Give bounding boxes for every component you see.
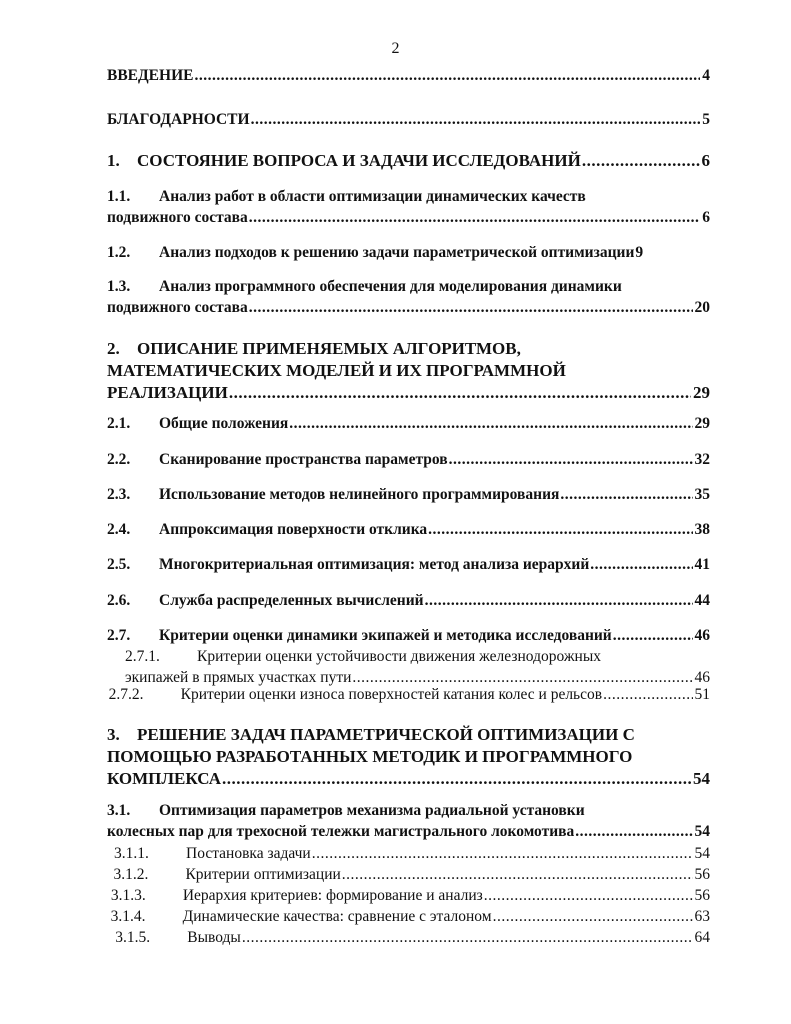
- toc-entry-acknowledgements[interactable]: [107, 109, 710, 130]
- toc-entry-title: Служба распределенных вычислений: [159, 592, 424, 609]
- toc-page-number: 5: [702, 111, 710, 128]
- toc-entry-number: 2.1.: [107, 415, 131, 432]
- toc-page-number: 38: [694, 521, 710, 538]
- dot-leader: [603, 684, 692, 705]
- toc-entry-number: 2.7.2.: [108, 686, 144, 703]
- toc-entry-title: Аппроксимация поверхности отклика: [159, 521, 428, 538]
- toc-entry-number: 2.6.: [107, 592, 131, 609]
- toc-entry-title-line: Оптимизация параметров механизма радиальной установки: [159, 802, 585, 819]
- toc-entry-section-3-1[interactable]: [107, 800, 710, 842]
- toc-entry-section-2[interactable]: [107, 338, 710, 404]
- toc-entry-number: 2.4.: [107, 521, 131, 538]
- toc-entry-number: 2.: [107, 339, 120, 358]
- toc-entry-title: КОМПЛЕКСА: [107, 769, 222, 788]
- toc-entry-section-3-1-5[interactable]: [107, 927, 710, 948]
- toc-page-number: 54: [694, 845, 710, 862]
- toc-entry-title: Использование методов нелинейного программирования: [159, 486, 560, 503]
- toc-entry-section-2-7-1[interactable]: [107, 646, 710, 688]
- toc-page-number: 44: [694, 592, 710, 609]
- toc-entry-number: 2.2.: [107, 451, 131, 468]
- toc-entry-number: 3.1.1.: [114, 845, 149, 862]
- dot-leader: [560, 484, 692, 505]
- toc-entry-title: экипажей в прямых участках пути: [125, 669, 352, 686]
- toc-page-number: 41: [694, 556, 710, 573]
- toc-entry-title: Многокритериальная оптимизация: метод анализа иерархий: [159, 556, 590, 573]
- toc-entry-title: Сканирование пространства параметров: [159, 451, 448, 468]
- toc-page-number: 63: [694, 908, 710, 925]
- toc-page-number: 46: [694, 669, 710, 686]
- dot-leader: [590, 554, 692, 575]
- dot-leader: [428, 519, 692, 540]
- toc-entry-title: подвижного состава: [107, 299, 248, 316]
- toc-entry-number: 1.1.: [107, 188, 131, 205]
- toc-entry-section-3-1-2[interactable]: [107, 864, 710, 885]
- toc-page-number: 35: [694, 486, 710, 503]
- toc-entry-title: Динамические качества: сравнение с эталоном: [182, 908, 492, 925]
- toc-entry-title: РЕАЛИЗАЦИИ: [107, 383, 228, 402]
- toc-entry-section-1-3[interactable]: [107, 276, 710, 318]
- toc-entry-section-1-2[interactable]: [107, 242, 710, 263]
- toc-page-number: 54: [693, 769, 710, 788]
- toc-entry-number: 2.7.: [107, 627, 131, 644]
- toc-entry-title: ВВЕДЕНИЕ: [107, 67, 194, 84]
- toc-page-number: 46: [694, 627, 710, 644]
- toc-entry-title-line: Анализ работ в области оптимизации динамических качеств: [159, 188, 586, 205]
- toc-page-number: 20: [694, 299, 710, 316]
- toc-entry-title-line: Критерии оценки устойчивости движения железнодорожных: [197, 648, 601, 665]
- toc-entry-title-line: Анализ программного обеспечения для моделирования динамики: [159, 278, 622, 295]
- toc-page-number: 32: [694, 451, 710, 468]
- toc-entry-title: Общие положения: [159, 415, 289, 432]
- toc-entry-section-2-4[interactable]: [107, 519, 710, 540]
- toc-page-number: 29: [694, 415, 710, 432]
- dot-leader: [425, 590, 693, 611]
- toc-entry-title: Критерии оценки износа поверхностей катания колес и рельсов: [180, 686, 603, 703]
- toc-entry-number: 1.2.: [107, 244, 131, 261]
- toc-entry-title-line: ОПИСАНИЕ ПРИМЕНЯЕМЫХ АЛГОРИТМОВ,: [137, 339, 521, 358]
- toc-entry-number: 3.1.5.: [115, 929, 151, 946]
- dot-leader: [312, 843, 693, 864]
- toc-page-number: 6: [702, 209, 710, 226]
- toc-entry-title-line: РЕШЕНИЕ ЗАДАЧ ПАРАМЕТРИЧЕСКОЙ ОПТИМИЗАЦИИ С: [137, 725, 635, 744]
- dot-leader: [493, 906, 693, 927]
- dot-leader: [251, 109, 701, 130]
- toc-entry-section-2-2[interactable]: [107, 449, 710, 470]
- toc-page-number: 56: [694, 866, 710, 883]
- dot-leader: [229, 382, 691, 404]
- toc-entry-title: Постановка задачи: [186, 845, 311, 862]
- toc-entry-section-1-1[interactable]: [107, 186, 710, 228]
- dot-leader: [613, 625, 693, 646]
- toc-page-number: 29: [693, 383, 710, 402]
- toc-page-number: 54: [694, 823, 710, 840]
- toc-entry-title: Анализ подходов к решению задачи параметрической оптимизации: [159, 244, 635, 261]
- dot-leader: [194, 65, 700, 86]
- toc-entry-number: 2.7.1.: [125, 648, 160, 665]
- toc-page-number: 56: [694, 887, 710, 904]
- toc-entry-title: Иерархия критериев: формирование и анализ: [182, 887, 483, 904]
- toc-entry-number: 2.5.: [107, 556, 131, 573]
- toc-entry-title: Критерии оптимизации: [185, 866, 341, 883]
- toc-entry-section-3[interactable]: [107, 724, 710, 790]
- toc-entry-number: 3.1.4.: [110, 908, 146, 925]
- toc-entry-number: 3.1.2.: [113, 866, 149, 883]
- toc-entry-intro[interactable]: [107, 65, 710, 86]
- toc-entry-title: Выводы: [187, 929, 241, 946]
- toc-entry-title: СОСТОЯНИЕ ВОПРОСА И ЗАДАЧИ ИССЛЕДОВАНИЙ: [137, 151, 581, 170]
- toc-entry-section-1[interactable]: [107, 150, 710, 172]
- dot-leader: [242, 927, 693, 948]
- page-number: 2: [391, 40, 400, 57]
- dot-leader: [449, 449, 693, 470]
- toc-entry-section-3-1-3[interactable]: [107, 885, 710, 906]
- toc-entry-section-2-6[interactable]: [107, 590, 710, 611]
- toc-entry-section-2-7-2[interactable]: [107, 684, 710, 705]
- dot-leader: [289, 413, 692, 434]
- toc-entry-section-2-1[interactable]: [107, 413, 710, 434]
- toc-entry-section-3-1-1[interactable]: [107, 843, 710, 864]
- toc-entry-title-line: МАТЕМАТИЧЕСКИХ МОДЕЛЕЙ И ИХ ПРОГРАММНОЙ: [107, 361, 566, 380]
- toc-entry-number: 3.: [107, 725, 120, 744]
- toc-entry-title-line: ПОМОЩЬЮ РАЗРАБОТАННЫХ МЕТОДИК И ПРОГРАММНОГО: [107, 747, 633, 766]
- toc-entry-number: 1.: [107, 151, 120, 170]
- toc-entry-section-2-7[interactable]: [107, 625, 710, 646]
- toc-entry-number: 3.1.: [107, 802, 131, 819]
- toc-entry-number: 3.1.3.: [110, 887, 146, 904]
- toc-page-number: 4: [702, 67, 710, 84]
- dot-leader: [582, 150, 700, 172]
- toc-entry-section-2-3[interactable]: [107, 484, 710, 505]
- dot-leader: [222, 768, 691, 790]
- toc-page-number: 9: [635, 244, 644, 261]
- dot-leader: [249, 297, 693, 318]
- toc-page-number: 64: [694, 929, 710, 946]
- toc-entry-number: 2.3.: [107, 486, 131, 503]
- toc-entry-title: БЛАГОДАРНОСТИ: [107, 111, 250, 128]
- toc-entry-number: 1.3.: [107, 278, 131, 295]
- toc-entry-title: подвижного состава: [107, 209, 248, 226]
- toc-entry-title: колесных пар для трехосной тележки магистрального локомотива: [107, 823, 575, 840]
- toc-page-number: 51: [694, 686, 710, 703]
- toc-entry-title: Критерии оценки динамики экипажей и методика исследований: [159, 627, 612, 644]
- toc-entry-section-2-5[interactable]: [107, 554, 710, 575]
- dot-leader: [342, 864, 693, 885]
- toc-entry-section-3-1-4[interactable]: [107, 906, 710, 927]
- toc-page-number: 6: [701, 151, 710, 170]
- dot-leader: [575, 821, 692, 842]
- dot-leader: [249, 207, 700, 228]
- dot-leader: [484, 885, 693, 906]
